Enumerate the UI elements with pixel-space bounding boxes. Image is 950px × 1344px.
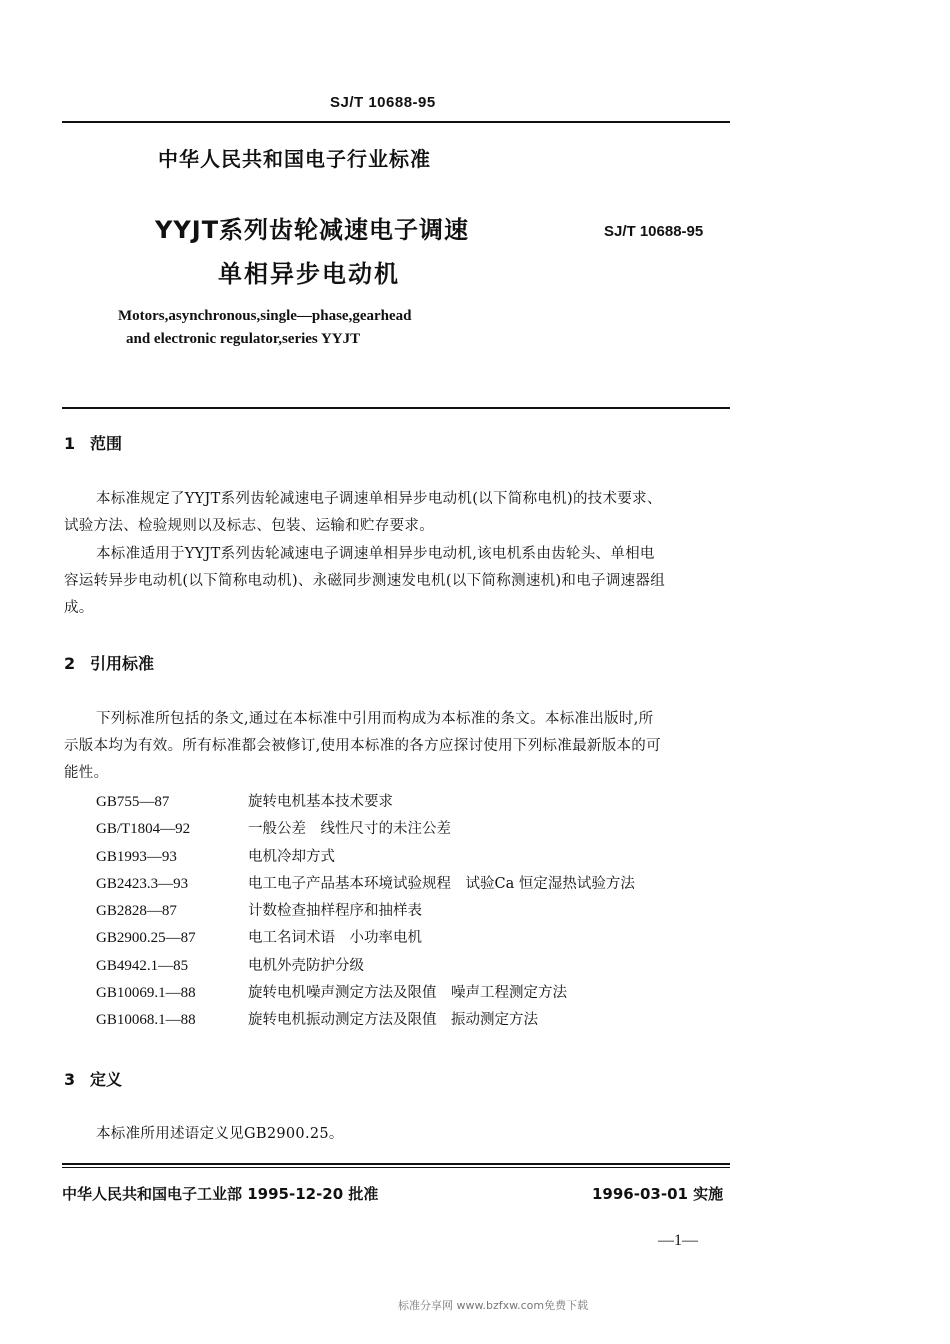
section-2-heading	[64, 651, 154, 674]
paragraph-line: 能性。	[64, 765, 109, 781]
watermark: 标准分享网 www.bzfxw.com免费下载	[398, 1299, 589, 1312]
reference-item	[96, 981, 567, 1002]
section-title: 引用标准	[90, 654, 155, 673]
implementation-date: 1996-03-01 实施	[592, 1185, 724, 1203]
reference-title: 一般公差 线性尺寸的未注公差	[248, 821, 451, 837]
reference-title: 电机外壳防护分级	[248, 958, 364, 974]
header-rule	[62, 121, 730, 123]
paragraph-line: 本标准适用于YYJT系列齿轮减速电子调速单相异步电动机,该电机系由齿轮头、单相电	[96, 546, 655, 562]
reference-item	[96, 817, 451, 838]
section-title: 定义	[90, 1070, 123, 1089]
reference-title: 旋转电机振动测定方法及限值 振动测定方法	[248, 1012, 538, 1028]
reference-code: GB755—87	[96, 794, 170, 810]
reference-code: GB/T1804—92	[96, 821, 191, 837]
paragraph-line: 容运转异步电动机(以下简称电动机)、永磁同步测速发电机(以下简称测速机)和电子调速器组	[64, 573, 666, 589]
paragraph-line: 下列标准所包括的条文,通过在本标准中引用而构成为本标准的条文。本标准出版时,所	[96, 711, 654, 727]
reference-item	[96, 790, 393, 811]
reference-title: 电工名词术语 小功率电机	[248, 930, 422, 946]
section-number: 1	[64, 434, 76, 453]
paragraph-line: 本标准规定了YYJT系列齿轮减速电子调速单相异步电动机(以下简称电机)的技术要求、	[96, 491, 662, 507]
header-standard-code: SJ/T 10688-95	[330, 94, 436, 111]
document-title-line1: YYJT系列齿轮减速电子调速	[155, 216, 470, 244]
paragraph-line: 本标准所用述语定义见GB2900.25。	[96, 1126, 344, 1142]
reference-code: GB10069.1—88	[96, 985, 196, 1001]
section-title: 范围	[90, 434, 123, 453]
reference-code: GB2900.25—87	[96, 930, 196, 946]
page-number: —1—	[658, 1232, 698, 1249]
paragraph-line: 试验方法、检验规则以及标志、包装、运输和贮存要求。	[64, 518, 434, 534]
paragraph-line: 成。	[64, 600, 94, 616]
section-1-heading	[64, 431, 122, 454]
reference-item	[96, 954, 364, 975]
english-title-line2: and electronic regulator,series YYJT	[126, 331, 361, 347]
reference-item	[96, 899, 422, 920]
reference-title: 计数检查抽样程序和抽样表	[248, 903, 422, 919]
footer-rule-thin	[62, 1167, 730, 1168]
document-title-line2: 单相异步电动机	[218, 260, 400, 288]
organization-title: 中华人民共和国电子行业标准	[158, 147, 431, 171]
reference-code: GB10068.1—88	[96, 1012, 196, 1028]
approval-statement: 中华人民共和国电子工业部 1995-12-20 批准	[62, 1185, 379, 1203]
reference-code: GB2828—87	[96, 903, 177, 919]
reference-title: 旋转电机基本技术要求	[248, 794, 393, 810]
title-rule	[62, 407, 730, 409]
reference-item	[96, 845, 335, 866]
reference-title: 旋转电机噪声测定方法及限值 噪声工程测定方法	[248, 985, 567, 1001]
reference-code: GB4942.1—85	[96, 958, 189, 974]
reference-code: GB2423.3—93	[96, 876, 189, 892]
section-3-heading	[64, 1067, 122, 1090]
english-title-line1: Motors,asynchronous,single—phase,gearhead	[118, 308, 412, 324]
section-number: 3	[64, 1070, 76, 1089]
title-standard-code: SJ/T 10688-95	[604, 223, 704, 240]
footer-rule	[62, 1163, 730, 1165]
reference-item	[96, 926, 422, 947]
reference-title: 电机冷却方式	[248, 849, 335, 865]
reference-item	[96, 1008, 538, 1029]
reference-code: GB1993—93	[96, 849, 177, 865]
paragraph-line: 示版本均为有效。所有标准都会被修订,使用本标准的各方应探讨使用下列标准最新版本的可	[64, 738, 661, 754]
reference-title: 电工电子产品基本环境试验规程 试验Ca 恒定湿热试验方法	[248, 876, 635, 892]
reference-item	[96, 872, 635, 893]
section-number: 2	[64, 654, 76, 673]
